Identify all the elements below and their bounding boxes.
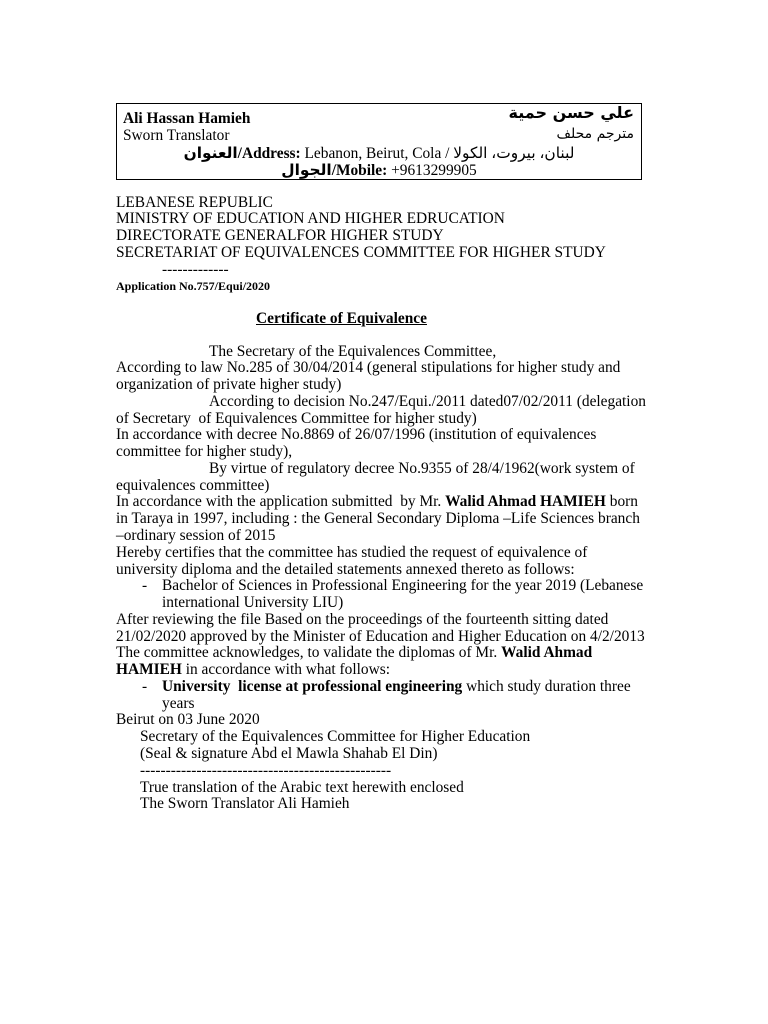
application-line-1 (116, 494, 646, 511)
letterhead-separator: ------------- (162, 260, 229, 278)
acknowledgement-line-2 (116, 662, 646, 679)
application-text: In accordance with the application submitted by Mr. (116, 493, 446, 511)
translator-signature-line: The Sworn Translator Ali Hamieh (140, 795, 350, 813)
place-date-line: Beirut on 03 June 2020 (116, 711, 260, 729)
decree-8869-line-2: committee for higher study), (116, 443, 293, 461)
letterhead-secretariat: SECRETARIAT OF EQUIVALENCES COMMITTEE FOR HIGHER STUDY (116, 243, 606, 261)
list-bullet-dash: - (142, 577, 148, 595)
diploma-item-line-2: international University LIU) (162, 594, 344, 612)
seal-signature-line: (Seal & signature Abd el Mawla Shahab El Din) (140, 744, 438, 762)
applicant-name: Walid Ahmad HAMIEH (445, 493, 606, 511)
decision-247-line-1: According to decision No.247/Equi./2011 dated07/02/2011 (delegation (209, 392, 646, 410)
decree-9355-line-2: equivalences committee) (116, 476, 270, 494)
validated-item-line-1 (116, 679, 646, 696)
address-label: العنوان/Address: (183, 144, 301, 162)
address-value: Lebanon, Beirut, Cola / لبنان، بيروت، الكولا (304, 144, 575, 162)
translator-title-arabic: مترجم محلف (556, 125, 634, 142)
translator-name-arabic: علي حسن حمية (508, 103, 634, 122)
applicant-name: HAMIEH (116, 661, 182, 679)
decree-8869-line-1: In accordance with decree No.8869 of 26/07/1996 (institution of equivalences (116, 426, 597, 444)
decree-9355-line-1: By virtue of regulatory decree No.9355 of 28/4/1962(work system of (209, 459, 635, 477)
validated-item-text: which study duration three (462, 677, 631, 695)
translator-title-english: Sworn Translator (123, 126, 230, 144)
review-line-1: After reviewing the file Based on the proceedings of the fourteenth sitting dated (116, 610, 609, 628)
translator-header-box (116, 103, 642, 180)
signatory-title-line: Secretary of the Equivalences Committee for Higher Education (140, 728, 531, 746)
application-line-2: in Taraya in 1997, including : the General Secondary Diploma –Life Sciences branch (116, 510, 640, 528)
application-number: Application No.757/Equi/2020 (116, 279, 271, 294)
acknowledgement-text: The committee acknowledges, to validate the diplomas of Mr. (116, 644, 502, 662)
translator-mobile (117, 162, 641, 179)
validated-degree: University license at professional engineering (162, 677, 463, 695)
applicant-name: Walid Ahmad (501, 644, 593, 662)
translation-certification-line: True translation of the Arabic text herewith enclosed (140, 778, 464, 796)
diploma-item-text: Bachelor of Sciences in Professional Engineering for the year 2019 (Lebanese (162, 577, 644, 595)
letterhead-ministry: MINISTRY OF EDUCATION AND HIGHER EDRUCATION (116, 210, 505, 228)
translator-name-english: Ali Hassan Hamieh (123, 110, 251, 127)
mobile-value: +9613299905 (391, 161, 477, 179)
application-text: born (605, 493, 638, 511)
secretary-committee-line: The Secretary of the Equivalences Committee, (209, 342, 497, 360)
letterhead-directorate: DIRECTORATE GENERALFOR HIGHER STUDY (116, 227, 444, 245)
translator-address (117, 145, 641, 162)
letterhead (116, 195, 606, 296)
list-bullet-dash: - (142, 677, 148, 695)
certificate-body (116, 344, 646, 813)
law-285-line-1: According to law No.285 of 30/04/2014 (general stipulations for higher study and (116, 359, 621, 377)
law-285-line-2: organization of private higher study) (116, 376, 342, 394)
certification-line-2: university diploma and the detailed statements annexed thereto as follows: (116, 560, 575, 578)
letterhead-republic: LEBANESE REPUBLIC (116, 193, 273, 211)
document-title: Certificate of Equivalence (256, 309, 427, 327)
validated-item-line-2: years (162, 694, 195, 712)
diploma-item-line-1 (116, 578, 646, 595)
signature-separator-line: ------------------------------------------------- (140, 761, 392, 779)
review-line-2: 21/02/2020 approved by the Minister of Education and Higher Education on 4/2/2013 (116, 627, 645, 645)
certification-line-1: Hereby certifies that the committee has studied the request of equivalence of (116, 543, 588, 561)
acknowledgement-line-1 (116, 645, 646, 662)
acknowledgement-text: in accordance with what follows: (181, 661, 390, 679)
mobile-label: الجوال/Mobile: (281, 161, 388, 179)
decision-247-line-2: of Secretary of Equivalences Committee for higher study) (116, 409, 477, 427)
application-line-3: –ordinary session of 2015 (116, 527, 276, 545)
